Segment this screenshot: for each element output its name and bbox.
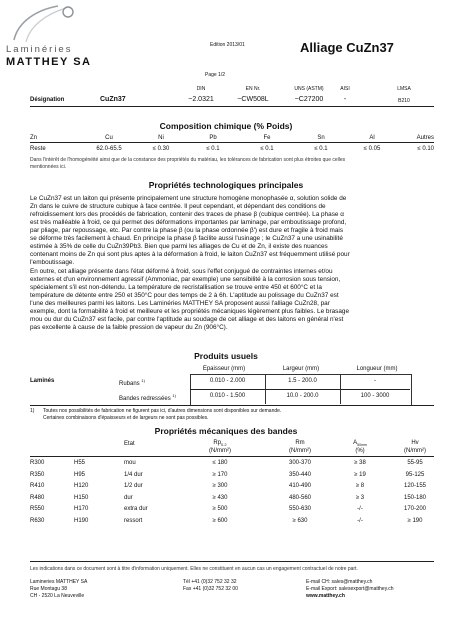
techno-p2-line: température de détente entre 250 et 350°C pour des temps de 2 à 6h. L'aptitude au polissage du CuZn37 est bbox=[30, 292, 339, 299]
designation-head-en: EN Nr. bbox=[245, 86, 261, 92]
mechanical-row-1-rp: ≥ 170 bbox=[212, 471, 228, 478]
designation-head-aisi: AISI bbox=[340, 86, 350, 92]
mechanical-head-rp: $Rp_{0.2}$ bbox=[213, 440, 227, 448]
logo-wordmark: Laminéries bbox=[6, 44, 73, 55]
mechanical-row-0-a: ≥ 38 bbox=[354, 460, 366, 466]
footer-email-export[interactable]: E-mail Export: salesexport@matthey.ch bbox=[306, 586, 394, 592]
products-footnote-line-1: Toutes nos possibilités de fabrication ne figurent pas ici, d'autres dimensions sont disponibles sur demande. bbox=[43, 408, 282, 414]
techno-title: Propriétés technologiques principales bbox=[148, 180, 304, 190]
techno-p1-line: par pliage, par repoussage, etc. Par contre la phase β (ou la phase ordonnée β') est dure et fragile à froid mais bbox=[30, 227, 344, 234]
mechanical-row-5-etat: ressort bbox=[124, 517, 143, 524]
footer-company: Lamineries MATTHEY SA bbox=[30, 579, 88, 585]
mechanical-row-0-rp: ≤ 180 bbox=[212, 460, 228, 466]
edition-label: Edition 2013/01 bbox=[210, 42, 245, 48]
techno-p1-line: l'emboutissage. bbox=[30, 259, 75, 266]
designation-head-din: DIN bbox=[196, 86, 206, 92]
footer-email-ch[interactable]: E-mail CH: sales@matthey.ch bbox=[306, 579, 373, 585]
mechanical-row-4-a: -/- bbox=[357, 506, 363, 512]
footer-street: Rue Montagu 38 bbox=[30, 586, 67, 592]
techno-paragraph-2 bbox=[30, 268, 434, 332]
mechanical-row-3-hv: 150-180 bbox=[403, 494, 427, 501]
mechanical-row-4-hv: 170-200 bbox=[403, 506, 427, 512]
products-footnote-line-2: Certaines combinaisons d'épaisseurs et de largeurs ne sont pas possibles. bbox=[43, 415, 209, 421]
mechanical-row-3-rp: ≥ 430 bbox=[212, 494, 228, 501]
mechanical-head-rp-unit: (N/mm²) bbox=[209, 448, 231, 454]
mechanical-head-hv-unit: (N/mm²) bbox=[404, 448, 426, 454]
composition-note-line-2: mentionnées ici. bbox=[30, 164, 67, 170]
footer-fax: Fax +41 (0)32 752 32 00 bbox=[183, 586, 238, 592]
composition-element-0: Zn bbox=[30, 135, 38, 141]
mechanical-head-rm: Rm bbox=[295, 440, 305, 446]
mechanical-row-1-rm: 350-440 bbox=[288, 471, 312, 478]
techno-p2-line: mou ou dur du CuZn37 est facile, par contre l'aptitude au soudage de cet alliage et des laitons en général n'est bbox=[30, 316, 344, 323]
mechanical-row-3-a: ≥ 3 bbox=[355, 494, 365, 501]
products-divider bbox=[30, 405, 434, 406]
techno-p2-line: externes et d'un environnement agressif (Ammoniac, par exemple) une sensibilité à la corrosion sous tension, bbox=[30, 276, 341, 283]
mechanical-row-3-etat: dur bbox=[124, 494, 133, 501]
mechanical-head-a: $A_{50mm}$ bbox=[353, 440, 367, 448]
composition-value-1: 62.0-65.5 bbox=[96, 146, 122, 152]
company-logo-swirl bbox=[6, 4, 84, 46]
products-row-2-width: 10.0 - 200.0 bbox=[286, 393, 319, 399]
techno-p1-line: est très malléable à froid, ce qui permet des déformations importantes par laminage, par emboutissage profond, bbox=[30, 219, 347, 226]
products-row-1-length: - bbox=[374, 378, 376, 384]
mechanical-row-4-h: H170 bbox=[74, 506, 89, 512]
mechanical-row-2-rp: ≥ 300 bbox=[212, 483, 228, 489]
mechanical-row-4-rm: 550-630 bbox=[288, 506, 312, 512]
composition-value-0: Reste bbox=[30, 146, 46, 152]
techno-p1-line: Le CuZn37 est un laiton qui présente principalement une structure homogène monophasée α, solution solide de bbox=[30, 195, 347, 202]
footer-website-link[interactable]: www.matthey.ch bbox=[306, 593, 345, 599]
composition-divider bbox=[30, 142, 434, 143]
designation-aisi: - bbox=[343, 96, 347, 103]
mechanical-row-5-hv: ≥ 190 bbox=[407, 517, 423, 524]
page-title: Alliage CuZn37 bbox=[300, 40, 394, 55]
mechanical-row-0-rm: 300-370 bbox=[288, 460, 312, 466]
footer-city: CH - 2520 La Neuveville bbox=[30, 593, 85, 599]
designation-head-uns: UNS (ASTM) bbox=[294, 86, 324, 92]
composition-element-4: Fe bbox=[263, 135, 271, 141]
mechanical-row-3-rm: 480-560 bbox=[288, 494, 312, 501]
composition-element-5: Sn bbox=[317, 135, 325, 141]
designation-value: CuZn37 bbox=[100, 96, 126, 103]
mechanical-row-5-a: -/- bbox=[357, 517, 363, 524]
mechanical-row-5-rm: ≥ 630 bbox=[292, 517, 308, 524]
products-row-1-name: Rubans $^{1)}$ bbox=[119, 378, 145, 387]
footer-rule bbox=[30, 561, 434, 562]
techno-p2-line: spécialement s'il est non-détendu. La température de recristallisation se trouve entre 450 et 600°C et la bbox=[30, 284, 322, 291]
designation-lmsa: B210 bbox=[398, 98, 410, 104]
products-title: Produits usuels bbox=[194, 351, 258, 361]
products-row-1-width: 1.5 - 200.0 bbox=[288, 378, 317, 384]
mechanical-row-2-rm: 410-490 bbox=[288, 483, 312, 489]
techno-p2-line: En outre, cet alliage présente dans l'état déformé à froid, sous l'effet conjugué de contraintes internes et/ou bbox=[30, 268, 333, 275]
products-head-width: Largeur (mm) bbox=[282, 366, 320, 372]
composition-element-2: Ni bbox=[158, 135, 164, 141]
mechanical-title: Propriétés mécaniques des bandes bbox=[154, 426, 298, 436]
composition-title: Composition chimique (% Poids) bbox=[159, 121, 293, 131]
mechanical-row-0-r: R300 bbox=[30, 460, 45, 466]
products-head-length: Longueur (mm) bbox=[356, 366, 398, 372]
designation-uns: ~C27200 bbox=[294, 96, 324, 103]
composition-value-4: ≤ 0.1 bbox=[260, 146, 274, 152]
mechanical-head-rm-unit: (N/mm²) bbox=[289, 448, 311, 454]
composition-value-6: ≤ 0.05 bbox=[363, 146, 381, 152]
mechanical-head-etat: Etat bbox=[124, 441, 135, 447]
designation-head-lmsa: LMSA bbox=[397, 86, 411, 92]
mechanical-row-1-hv: 95-125 bbox=[405, 471, 425, 478]
techno-paragraph-1 bbox=[30, 195, 434, 267]
mechanical-row-5-r: R630 bbox=[30, 517, 45, 524]
products-row-2-name: Bandes redressées $^{1)}$ bbox=[119, 393, 176, 402]
designation-label: Désignation bbox=[30, 97, 65, 103]
footer-disclaimer: Les indications dans ce document sont à titre d'information uniquement. Elles ne constituent en aucun cas un engagement contractuel de notre part. bbox=[30, 566, 358, 572]
mechanical-row-5-rp: ≥ 600 bbox=[212, 517, 228, 524]
mechanical-head-hv: Hv bbox=[411, 440, 419, 446]
composition-element-7: Autres bbox=[416, 135, 434, 141]
designation-underline bbox=[30, 106, 434, 107]
mechanical-row-3-h: H150 bbox=[74, 494, 89, 501]
mechanical-row-2-a: ≥ 8 bbox=[355, 483, 365, 489]
mechanical-row-1-a: ≥ 19 bbox=[354, 471, 366, 478]
logo-company-name: MATTHEY SA bbox=[6, 56, 92, 68]
page-number: Page 1/2 bbox=[205, 72, 226, 78]
techno-p2-line: exemple, dont la formabilité à froid et meilleure et les propriétés mécaniques légèrement plus faibles. Le brasage bbox=[30, 308, 349, 315]
products-footnote-number: 1) bbox=[30, 408, 35, 414]
techno-p1-line: estimée à 35% de celle du CuZn39Pb3. Bien que parmi les alliages de Cu et de Zn, il existe des nuances bbox=[30, 243, 328, 250]
mechanical-header-rule bbox=[30, 456, 434, 457]
mechanical-row-2-hv: 120-155 bbox=[403, 483, 427, 489]
mechanical-row-3-r: R480 bbox=[30, 494, 45, 501]
products-row-label: Laminés bbox=[30, 378, 55, 384]
products-row-2-length: 100 - 3000 bbox=[360, 393, 390, 399]
techno-p1-line: Zn dans le cuivre de structure cubique à face centrée. Il peut cependant, et dépendant des conditions de bbox=[30, 203, 326, 210]
composition-value-7: ≤ 0.10 bbox=[417, 146, 434, 152]
mechanical-row-5-h: H190 bbox=[74, 517, 89, 524]
products-grid-mid bbox=[190, 389, 410, 390]
mechanical-row-2-h: H120 bbox=[74, 483, 89, 489]
mechanical-row-2-etat: 1/2 dur bbox=[124, 483, 143, 489]
mechanical-row-4-r: R550 bbox=[30, 506, 45, 512]
mechanical-row-1-h: H95 bbox=[74, 471, 86, 478]
mechanical-row-4-etat: extra dur bbox=[124, 506, 148, 512]
mechanical-row-1-etat: 1/4 dur bbox=[124, 471, 143, 478]
mechanical-row-1-r: R350 bbox=[30, 471, 45, 478]
composition-element-3: Pb bbox=[209, 135, 217, 141]
techno-p2-line: l'une des meilleures parmi les laitons. Les Laminéries MATTHEY SA proposent aussi l'alliage CuZn28, par bbox=[30, 300, 330, 307]
techno-p1-line: refroidissement lors des procédés de fabrication, contenir des traces de phase β (cubique centrée). La phase α bbox=[30, 211, 344, 218]
composition-value-3: ≤ 0.1 bbox=[206, 146, 220, 152]
composition-value-5: ≤ 0.1 bbox=[314, 146, 328, 152]
techno-p2-line: pas excellente à cause de la faible pression de vapeur du Zn (906°C). bbox=[30, 324, 228, 331]
mechanical-row-2-r: R410 bbox=[30, 483, 45, 489]
mechanical-row-0-hv: 55-95 bbox=[407, 460, 423, 466]
mechanical-head-a-unit: (%) bbox=[355, 448, 365, 454]
mechanical-row-0-etat: mou bbox=[124, 460, 136, 466]
mechanical-row-0-h: H55 bbox=[74, 460, 86, 466]
composition-note-line-1: Dans l'intérêt de l'homogénéité ainsi que de la constance des propriétés du matériau, les tolérances de fabrication sont plus étroites que celles bbox=[30, 157, 346, 163]
mechanical-row-4-rp: ≥ 500 bbox=[212, 506, 228, 512]
composition-value-2: ≤ 0.30 bbox=[152, 146, 170, 152]
designation-en: ~CW508L bbox=[237, 96, 269, 103]
products-row-2-thickness: 0.010 - 1.500 bbox=[209, 393, 246, 399]
techno-p1-line: se déforme très facilement à chaud. En principe la phase β facilite aussi l'usinage ; le CuZn37 a une usinabilité bbox=[30, 235, 343, 242]
products-head-thickness: Epaisseur (mm) bbox=[202, 366, 246, 372]
composition-element-6: Al bbox=[369, 135, 375, 141]
designation-din: ~2.0321 bbox=[188, 96, 214, 103]
footer-tel: Tél +41 (0)32 752 32 32 bbox=[183, 579, 237, 585]
techno-p1-line: contenant moins de Zn qui sont plus aptes à la déformation à froid, le laiton CuZn37 est fréquemment utilisé pour bbox=[30, 251, 350, 258]
products-row-1-thickness: 0.010 - 2.000 bbox=[209, 378, 246, 384]
composition-element-1: Cu bbox=[105, 135, 113, 141]
